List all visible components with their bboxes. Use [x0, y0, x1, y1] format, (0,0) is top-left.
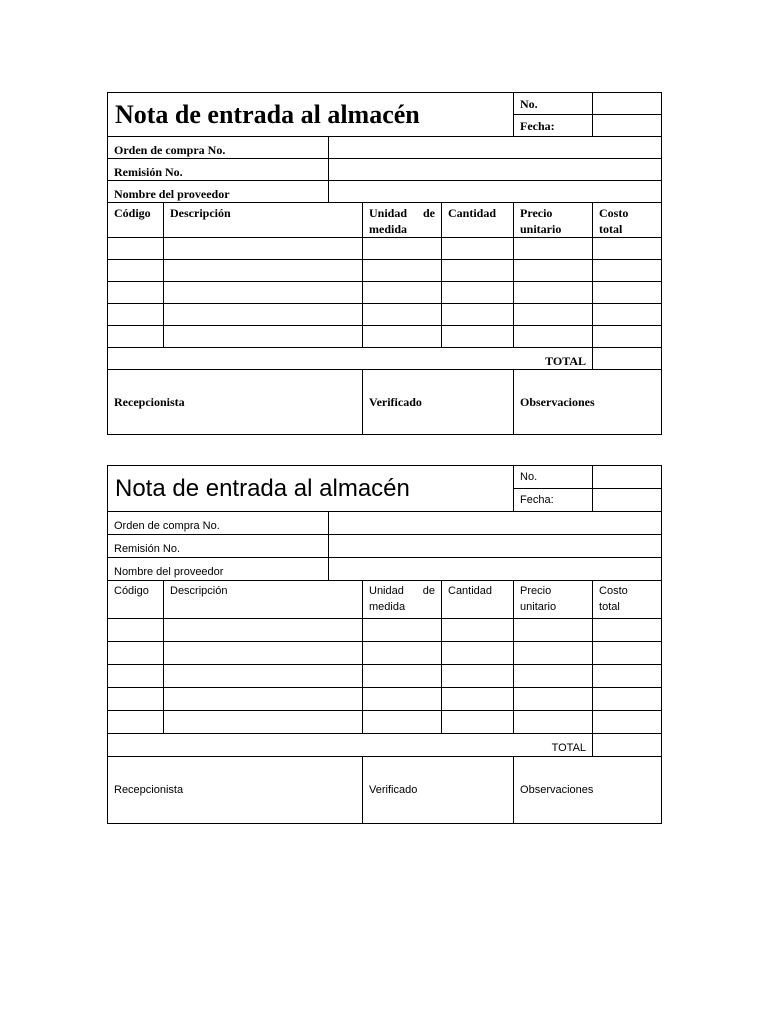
cell-codigo[interactable]: [108, 711, 164, 734]
cell-descripcion[interactable]: [164, 665, 363, 688]
col-header-unidad: [363, 581, 442, 619]
total-field[interactable]: [593, 734, 662, 757]
cell-descripcion[interactable]: [164, 238, 363, 260]
cell-precio[interactable]: [514, 619, 593, 642]
col-header-cantidad: Cantidad: [442, 581, 514, 619]
no-field[interactable]: [593, 93, 662, 115]
proveedor-field[interactable]: [329, 181, 662, 203]
col-header-descripcion: Descripción: [164, 203, 363, 238]
cell-precio[interactable]: [514, 282, 593, 304]
cell-codigo[interactable]: [108, 304, 164, 326]
cell-unidad[interactable]: [363, 238, 442, 260]
unidad-word: Unidad: [369, 585, 404, 597]
cell-costo[interactable]: [593, 711, 662, 734]
cell-unidad[interactable]: [363, 326, 442, 348]
total-label: TOTAL: [108, 734, 593, 757]
cell-cantidad[interactable]: [442, 619, 514, 642]
verificado-label: Verificado: [363, 757, 514, 824]
observaciones-label: Observaciones: [514, 757, 662, 824]
cell-precio[interactable]: [514, 711, 593, 734]
form-title: Nota de entrada al almacén: [108, 93, 514, 137]
cell-descripcion[interactable]: [164, 619, 363, 642]
proveedor-label: Nombre del proveedor: [108, 558, 329, 581]
col-header-costo: [593, 203, 662, 238]
cell-unidad[interactable]: [363, 260, 442, 282]
unidad-de-word: de: [423, 206, 435, 220]
verificado-label: Verificado: [363, 370, 514, 435]
table-row: [108, 326, 662, 348]
cell-unidad[interactable]: [363, 688, 442, 711]
table-row: [108, 711, 662, 734]
cell-codigo[interactable]: [108, 619, 164, 642]
cell-cantidad[interactable]: [442, 711, 514, 734]
cell-unidad[interactable]: [363, 282, 442, 304]
fecha-field[interactable]: [593, 489, 662, 512]
medida-word: medida: [369, 601, 406, 613]
observaciones-label: Observaciones: [514, 370, 662, 435]
unitario-word: unitario: [520, 601, 557, 613]
table-row: [108, 238, 662, 260]
cell-precio[interactable]: [514, 238, 593, 260]
costo-word: Costo: [599, 206, 629, 220]
remision-label: Remisión No.: [108, 535, 329, 558]
cell-costo[interactable]: [593, 326, 662, 348]
table-row: [108, 304, 662, 326]
no-field[interactable]: [593, 466, 662, 489]
table-row: [108, 260, 662, 282]
recepcionista-label: Recepcionista: [108, 757, 363, 824]
form-title: Nota de entrada al almacén: [108, 466, 514, 512]
unitario-word: unitario: [520, 222, 562, 236]
col-header-cantidad: Cantidad: [442, 203, 514, 238]
cell-cantidad[interactable]: [442, 642, 514, 665]
cell-costo[interactable]: [593, 260, 662, 282]
table-row: [108, 688, 662, 711]
total-label: TOTAL: [108, 348, 593, 370]
cell-cantidad[interactable]: [442, 665, 514, 688]
table-row: [108, 619, 662, 642]
remision-label: Remisión No.: [108, 159, 329, 181]
col-header-unidad: [363, 203, 442, 238]
precio-word: Precio: [520, 585, 552, 597]
cell-cantidad[interactable]: [442, 260, 514, 282]
cell-unidad[interactable]: [363, 642, 442, 665]
cell-cantidad[interactable]: [442, 304, 514, 326]
cell-precio[interactable]: [514, 260, 593, 282]
cell-codigo[interactable]: [108, 238, 164, 260]
table-row: [108, 642, 662, 665]
cell-precio[interactable]: [514, 326, 593, 348]
col-header-codigo: Código: [108, 581, 164, 619]
cell-codigo[interactable]: [108, 282, 164, 304]
cell-codigo[interactable]: [108, 688, 164, 711]
proveedor-field[interactable]: [329, 558, 662, 581]
col-header-descripcion: Descripción: [164, 581, 363, 619]
cell-precio[interactable]: [514, 688, 593, 711]
proveedor-label: Nombre del proveedor: [108, 181, 329, 203]
cell-unidad[interactable]: [363, 711, 442, 734]
col-header-precio: [514, 581, 593, 619]
form-table: [107, 465, 662, 824]
no-label: No.: [514, 466, 593, 489]
total-word: total: [599, 601, 620, 613]
cell-codigo[interactable]: [108, 665, 164, 688]
cell-precio[interactable]: [514, 304, 593, 326]
cell-codigo[interactable]: [108, 642, 164, 665]
cell-costo[interactable]: [593, 238, 662, 260]
cell-codigo[interactable]: [108, 260, 164, 282]
medida-word: medida: [369, 222, 408, 236]
cell-unidad[interactable]: [363, 304, 442, 326]
cell-descripcion[interactable]: [164, 260, 363, 282]
cell-costo[interactable]: [593, 688, 662, 711]
no-label: No.: [514, 93, 593, 115]
remision-field[interactable]: [329, 535, 662, 558]
cell-precio[interactable]: [514, 642, 593, 665]
cell-descripcion[interactable]: [164, 282, 363, 304]
orden-compra-label: Orden de compra No.: [108, 512, 329, 535]
cell-costo[interactable]: [593, 304, 662, 326]
warehouse-entry-form-1: [107, 92, 661, 435]
fecha-label: Fecha:: [514, 489, 593, 512]
cell-cantidad[interactable]: [442, 326, 514, 348]
recepcionista-label: Recepcionista: [108, 370, 363, 435]
cell-descripcion[interactable]: [164, 326, 363, 348]
cell-codigo[interactable]: [108, 326, 164, 348]
warehouse-entry-form-2: [107, 465, 661, 824]
table-row: [108, 665, 662, 688]
precio-word: Precio: [520, 206, 553, 220]
cell-descripcion[interactable]: [164, 304, 363, 326]
col-header-costo: [593, 581, 662, 619]
unidad-word: Unidad: [369, 206, 408, 220]
cell-descripcion[interactable]: [164, 688, 363, 711]
total-field[interactable]: [593, 348, 662, 370]
cell-descripcion[interactable]: [164, 642, 363, 665]
cell-cantidad[interactable]: [442, 238, 514, 260]
cell-costo[interactable]: [593, 642, 662, 665]
col-header-codigo: Código: [108, 203, 164, 238]
cell-costo[interactable]: [593, 282, 662, 304]
cell-costo[interactable]: [593, 619, 662, 642]
cell-costo[interactable]: [593, 665, 662, 688]
cell-precio[interactable]: [514, 665, 593, 688]
orden-compra-field[interactable]: [329, 512, 662, 535]
fecha-field[interactable]: [593, 115, 662, 137]
orden-compra-label: Orden de compra No.: [108, 137, 329, 159]
unidad-de-word: de: [422, 585, 435, 597]
total-word: total: [599, 222, 623, 236]
cell-cantidad[interactable]: [442, 282, 514, 304]
costo-word: Costo: [599, 585, 628, 597]
remision-field[interactable]: [329, 159, 662, 181]
form-table: [107, 92, 662, 435]
orden-compra-field[interactable]: [329, 137, 662, 159]
table-row: [108, 282, 662, 304]
fecha-label: Fecha:: [514, 115, 593, 137]
cell-descripcion[interactable]: [164, 711, 363, 734]
cell-unidad[interactable]: [363, 665, 442, 688]
cell-unidad[interactable]: [363, 619, 442, 642]
col-header-precio: [514, 203, 593, 238]
cell-cantidad[interactable]: [442, 688, 514, 711]
